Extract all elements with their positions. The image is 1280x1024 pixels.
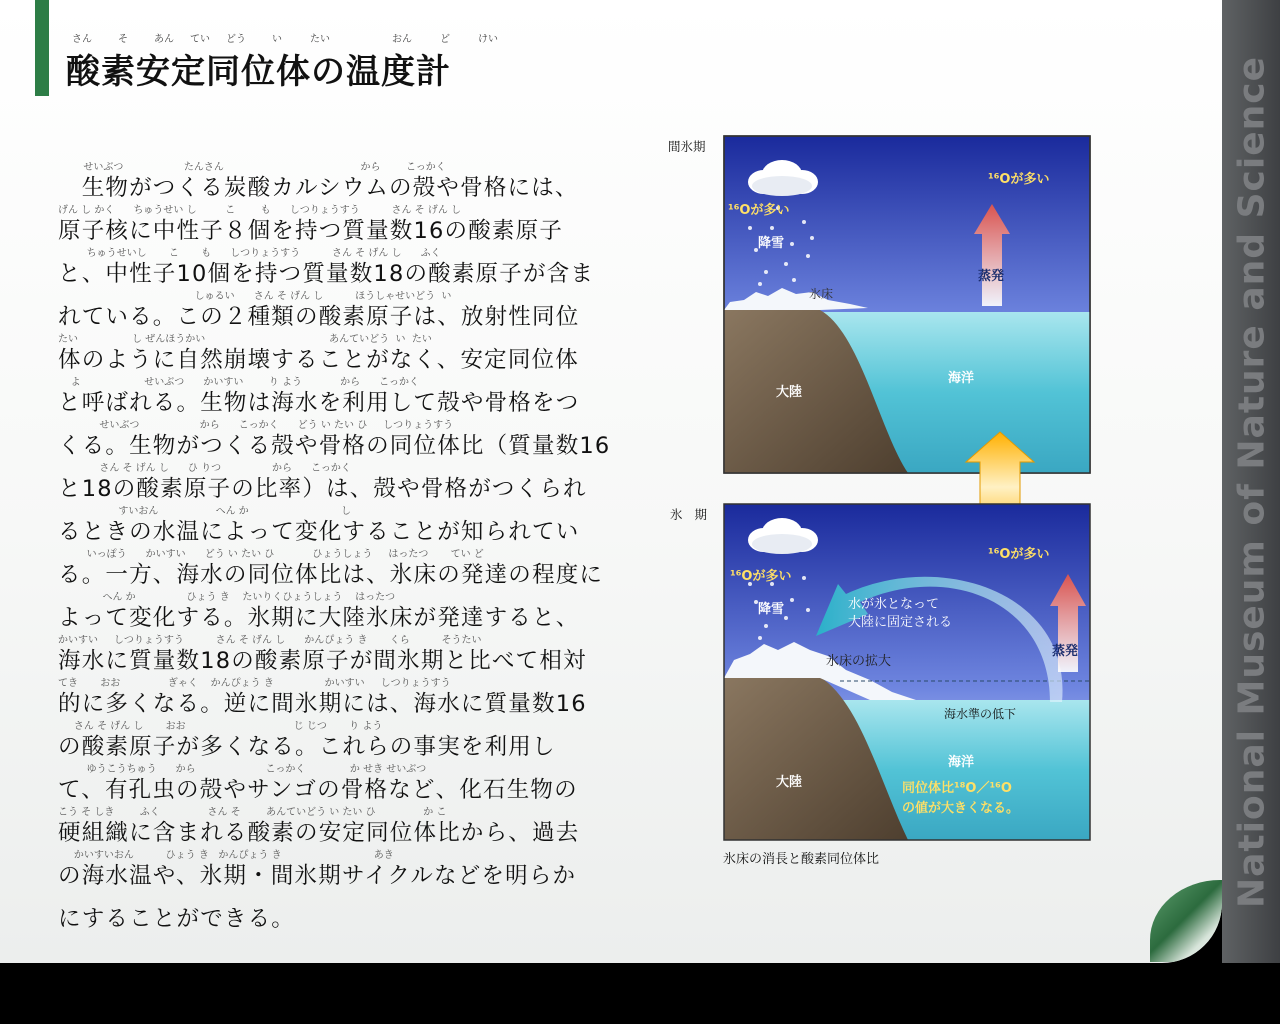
body-line [58, 330, 598, 373]
body-line-text: の酸素原子が多くなる。これらの事実を利用し [58, 734, 556, 760]
body-line [58, 674, 598, 717]
bottom-isotope-sky: ¹⁶Oが多い [988, 547, 1050, 562]
body-line [58, 631, 598, 674]
body-line-ruby: てき おお ぎゃく かんぴょう き かいすい しつりょうすう [58, 678, 451, 689]
top-ocean-label: 海洋 [948, 371, 975, 386]
ruby: どう [226, 34, 246, 45]
body-line [58, 287, 598, 330]
body-line [58, 588, 598, 631]
top-evaporation: 蒸発 [978, 269, 1005, 284]
ruby: おん [392, 34, 412, 45]
body-line-ruby: さん そ げん し おお じ じつ り よう [58, 721, 383, 732]
body-line [58, 502, 598, 545]
body-line-ruby: せいぶつ から こっかく どう い たい ひ しつりょうすう [58, 420, 454, 431]
body-line-text: 硬組織に含まれる酸素の安定同位体比から、過去 [58, 820, 580, 846]
isotope-figure [720, 132, 1120, 844]
top-isotope-snow: ¹⁶Oが多い [728, 203, 790, 218]
body-line [58, 545, 604, 588]
bottom-snowfall: 降雪 [758, 602, 785, 617]
bottom-continent-label: 大陸 [776, 775, 803, 790]
body-line-ruby: げん し かく ちゅうせい し こ も しつりょうすう さん そ げん し [58, 205, 462, 216]
top-isotope-sky: ¹⁶Oが多い [988, 172, 1050, 187]
body-line-ruby: たい し ぜんほうかい あんていどう い たい [58, 334, 432, 345]
ruby: ど [440, 34, 450, 45]
body-line [58, 717, 598, 760]
body-line-ruby: せいぶつ たんさん から こっかく [58, 162, 446, 173]
bottom-ratio-line2: の値が大きくなる。 [902, 801, 1020, 816]
ruby: そ [118, 34, 128, 45]
body-line-ruby: ゆうこうちゅう から こっかく か せき せいぶつ [58, 764, 427, 775]
title-ruby [66, 30, 526, 44]
bottom-sea-level: 海水準の低下 [944, 707, 1017, 721]
ruby: さん [72, 34, 92, 45]
ruby: たい [310, 34, 330, 45]
body-line [58, 846, 598, 889]
body-line-text: よって変化する。氷期に大陸氷床が発達すると、 [58, 605, 580, 631]
body-line-ruby: すいおん へん か し [58, 506, 351, 517]
interglacial-label: 間氷期 [668, 139, 706, 154]
body-line [58, 201, 598, 244]
body-text [58, 158, 611, 932]
body-line-text: 原子核に中性子８個を持つ質量数16の酸素原子 [58, 218, 564, 244]
body-line-text: の海水温や、氷期・間氷期サイクルなどを明らか [58, 863, 577, 889]
top-snowfall: 降雪 [758, 236, 785, 251]
body-line-ruby: よ せいぶつ かいすい り よう から こっかく [58, 377, 419, 388]
ruby: あん [154, 34, 174, 45]
top-ice-sheet-label: 氷床 [809, 287, 834, 301]
body-line-text: て、有孔虫の殻やサンゴの骨格など、化石生物の [58, 777, 578, 803]
page-curl [1150, 880, 1222, 962]
glacial-panel [724, 504, 1090, 840]
body-line-ruby: しゅるい さん そ げん し ほうしゃせいどう い [58, 291, 452, 302]
body-line-text: れている。この２種類の酸素原子は、放射性同位 [58, 304, 580, 330]
bottom-evaporation: 蒸発 [1052, 644, 1079, 659]
ruby: てい [190, 34, 210, 45]
body-line [58, 459, 598, 502]
body-line-text: と呼ばれる。生物は海水を利用して殻や骨格をつ [58, 390, 580, 416]
bottom-fixed-line1: 水が氷となって [848, 597, 940, 612]
body-line-ruby: さん そ げん し ひ りつ から こっかく [58, 463, 351, 474]
body-line-ruby: かいすいおん ひょう き かんぴょう き あき [58, 850, 394, 861]
top-continent-label: 大陸 [776, 385, 803, 400]
body-line-ruby: へん か ひょう き たいりくひょうしょう はったつ [58, 592, 396, 603]
body-line-ruby: こう そ しき ふく さん そ あんていどう い たい ひ か こ [58, 807, 447, 818]
bottom-ice-expansion: 氷床の拡大 [826, 654, 892, 669]
body-line-text: くる。生物がつくる殻や骨格の同位体比（質量数16 [58, 433, 611, 459]
interglacial-panel [724, 136, 1090, 473]
body-line-ruby: ちゅうせいし こ も しつりょうすう さん そ げん し ふく [58, 248, 441, 259]
vertical-museum-title: National Museum of Nature and Science [1231, 56, 1273, 908]
bottom-ratio-line1: 同位体比¹⁸O／¹⁶O [902, 781, 1012, 796]
body-line-ruby: いっぽう かいすい どう い たい ひ ひょうしょう はったつ てい ど [58, 549, 484, 560]
body-line-text: にすることができる。 [58, 906, 296, 932]
bottom-isotope-snow: ¹⁶Oが多い [730, 569, 792, 584]
body-line [58, 760, 598, 803]
body-line [58, 244, 598, 287]
body-line-text: と18の酸素原子の比率）は、殻や骨格がつくられ [58, 476, 587, 502]
body-line-ruby: かいすい しつりょうすう さん そ げん し かんぴょう き くら そうたい [58, 635, 482, 646]
page-title: 酸素安定同位体の温度計 [66, 52, 451, 92]
body-line-text: 海水に質量数18の酸素原子が間氷期と比べて相対 [58, 648, 587, 674]
title-accent-bar [35, 0, 49, 96]
body-line-text: 体のように自然崩壊することがなく、安定同位体 [58, 347, 579, 373]
body-line-text: と、中性子10個を持つ質量数18の酸素原子が含ま [58, 261, 595, 287]
body-line-text: 生物がつくる炭酸カルシウムの殻や骨格には、 [58, 175, 579, 201]
figure-caption: 氷床の消長と酸素同位体比 [723, 852, 880, 867]
ruby: い [272, 34, 282, 45]
body-line-text: るときの水温によって変化することが知られてい [58, 519, 580, 545]
body-line [58, 416, 611, 459]
body-line [58, 373, 598, 416]
body-line [58, 889, 598, 932]
body-line-text: る。一方、海水の同位体比は、氷床の発達の程度に [58, 562, 604, 588]
body-line [58, 803, 598, 846]
body-line-text: 的に多くなる。逆に間氷期には、海水に質量数16 [58, 691, 587, 717]
glacial-label: 氷期 [670, 507, 720, 522]
bottom-ocean-label: 海洋 [948, 755, 975, 770]
ruby: けい [478, 34, 498, 45]
body-line [58, 158, 598, 201]
bottom-fixed-line2: 大陸に固定される [848, 615, 953, 630]
